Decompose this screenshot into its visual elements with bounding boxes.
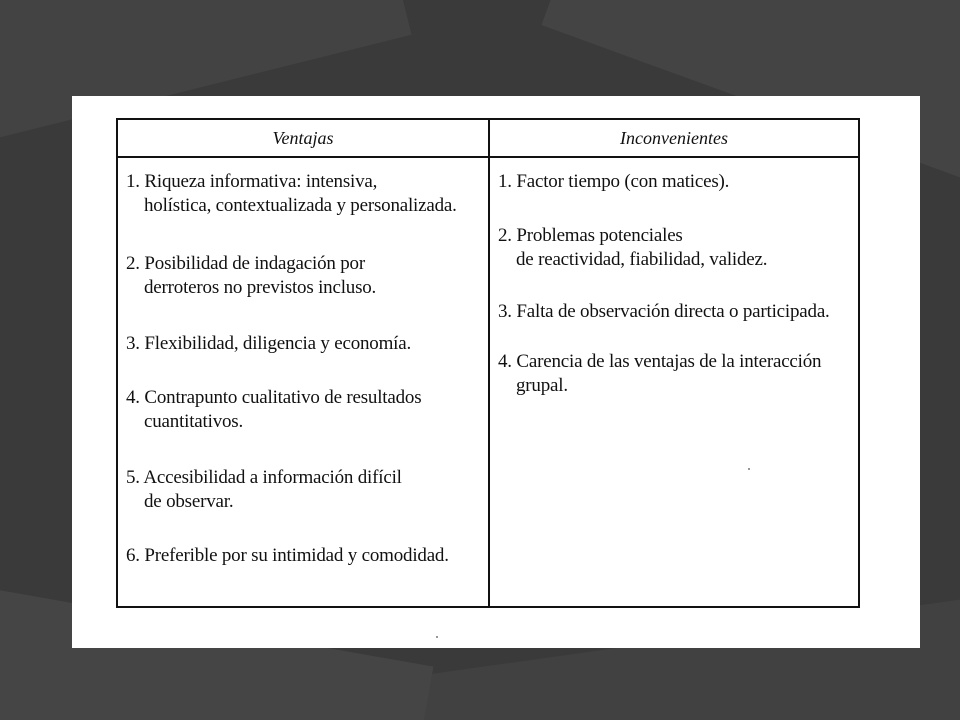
ventaja-item-5: 5. Accesibilidad a información difícil de observar. [126,467,402,512]
inconveniente-item-2: 2. Problemas potenciales de reactividad, fiabilidad, validez. [498,225,768,270]
header-ventajas: Ventajas [272,128,334,148]
scan-speck [748,468,750,470]
inconveniente-item-3: 3. Falta de observación directa o participada. [498,301,830,322]
ventaja-item-6: 6. Preferible por su intimidad y comodidad. [126,545,449,566]
ventaja-item-4: 4. Contrapunto cualitativo de resultados cuantitativos. [126,387,422,432]
ventaja-item-2: 2. Posibilidad de indagación por derroteros no previstos incluso. [126,253,377,298]
ventajas-column [126,170,482,568]
header-inconvenientes: Inconvenientes [620,128,728,148]
comparison-table [116,118,860,608]
scanned-table-image [72,96,920,648]
header-divider [118,156,858,158]
column-divider [488,120,490,606]
inconveniente-item-4: 4. Carencia de las ventajas de la interacción grupal. [498,351,822,396]
inconveniente-item-1: 1. Factor tiempo (con matices). [498,171,730,192]
ventaja-item-3: 3. Flexibilidad, diligencia y economía. [126,333,412,354]
inconvenientes-column [498,170,854,398]
ventaja-item-1: 1. Riqueza informativa: intensiva, holística, contextualizada y personalizada. [126,171,457,216]
scan-speck [436,636,438,638]
